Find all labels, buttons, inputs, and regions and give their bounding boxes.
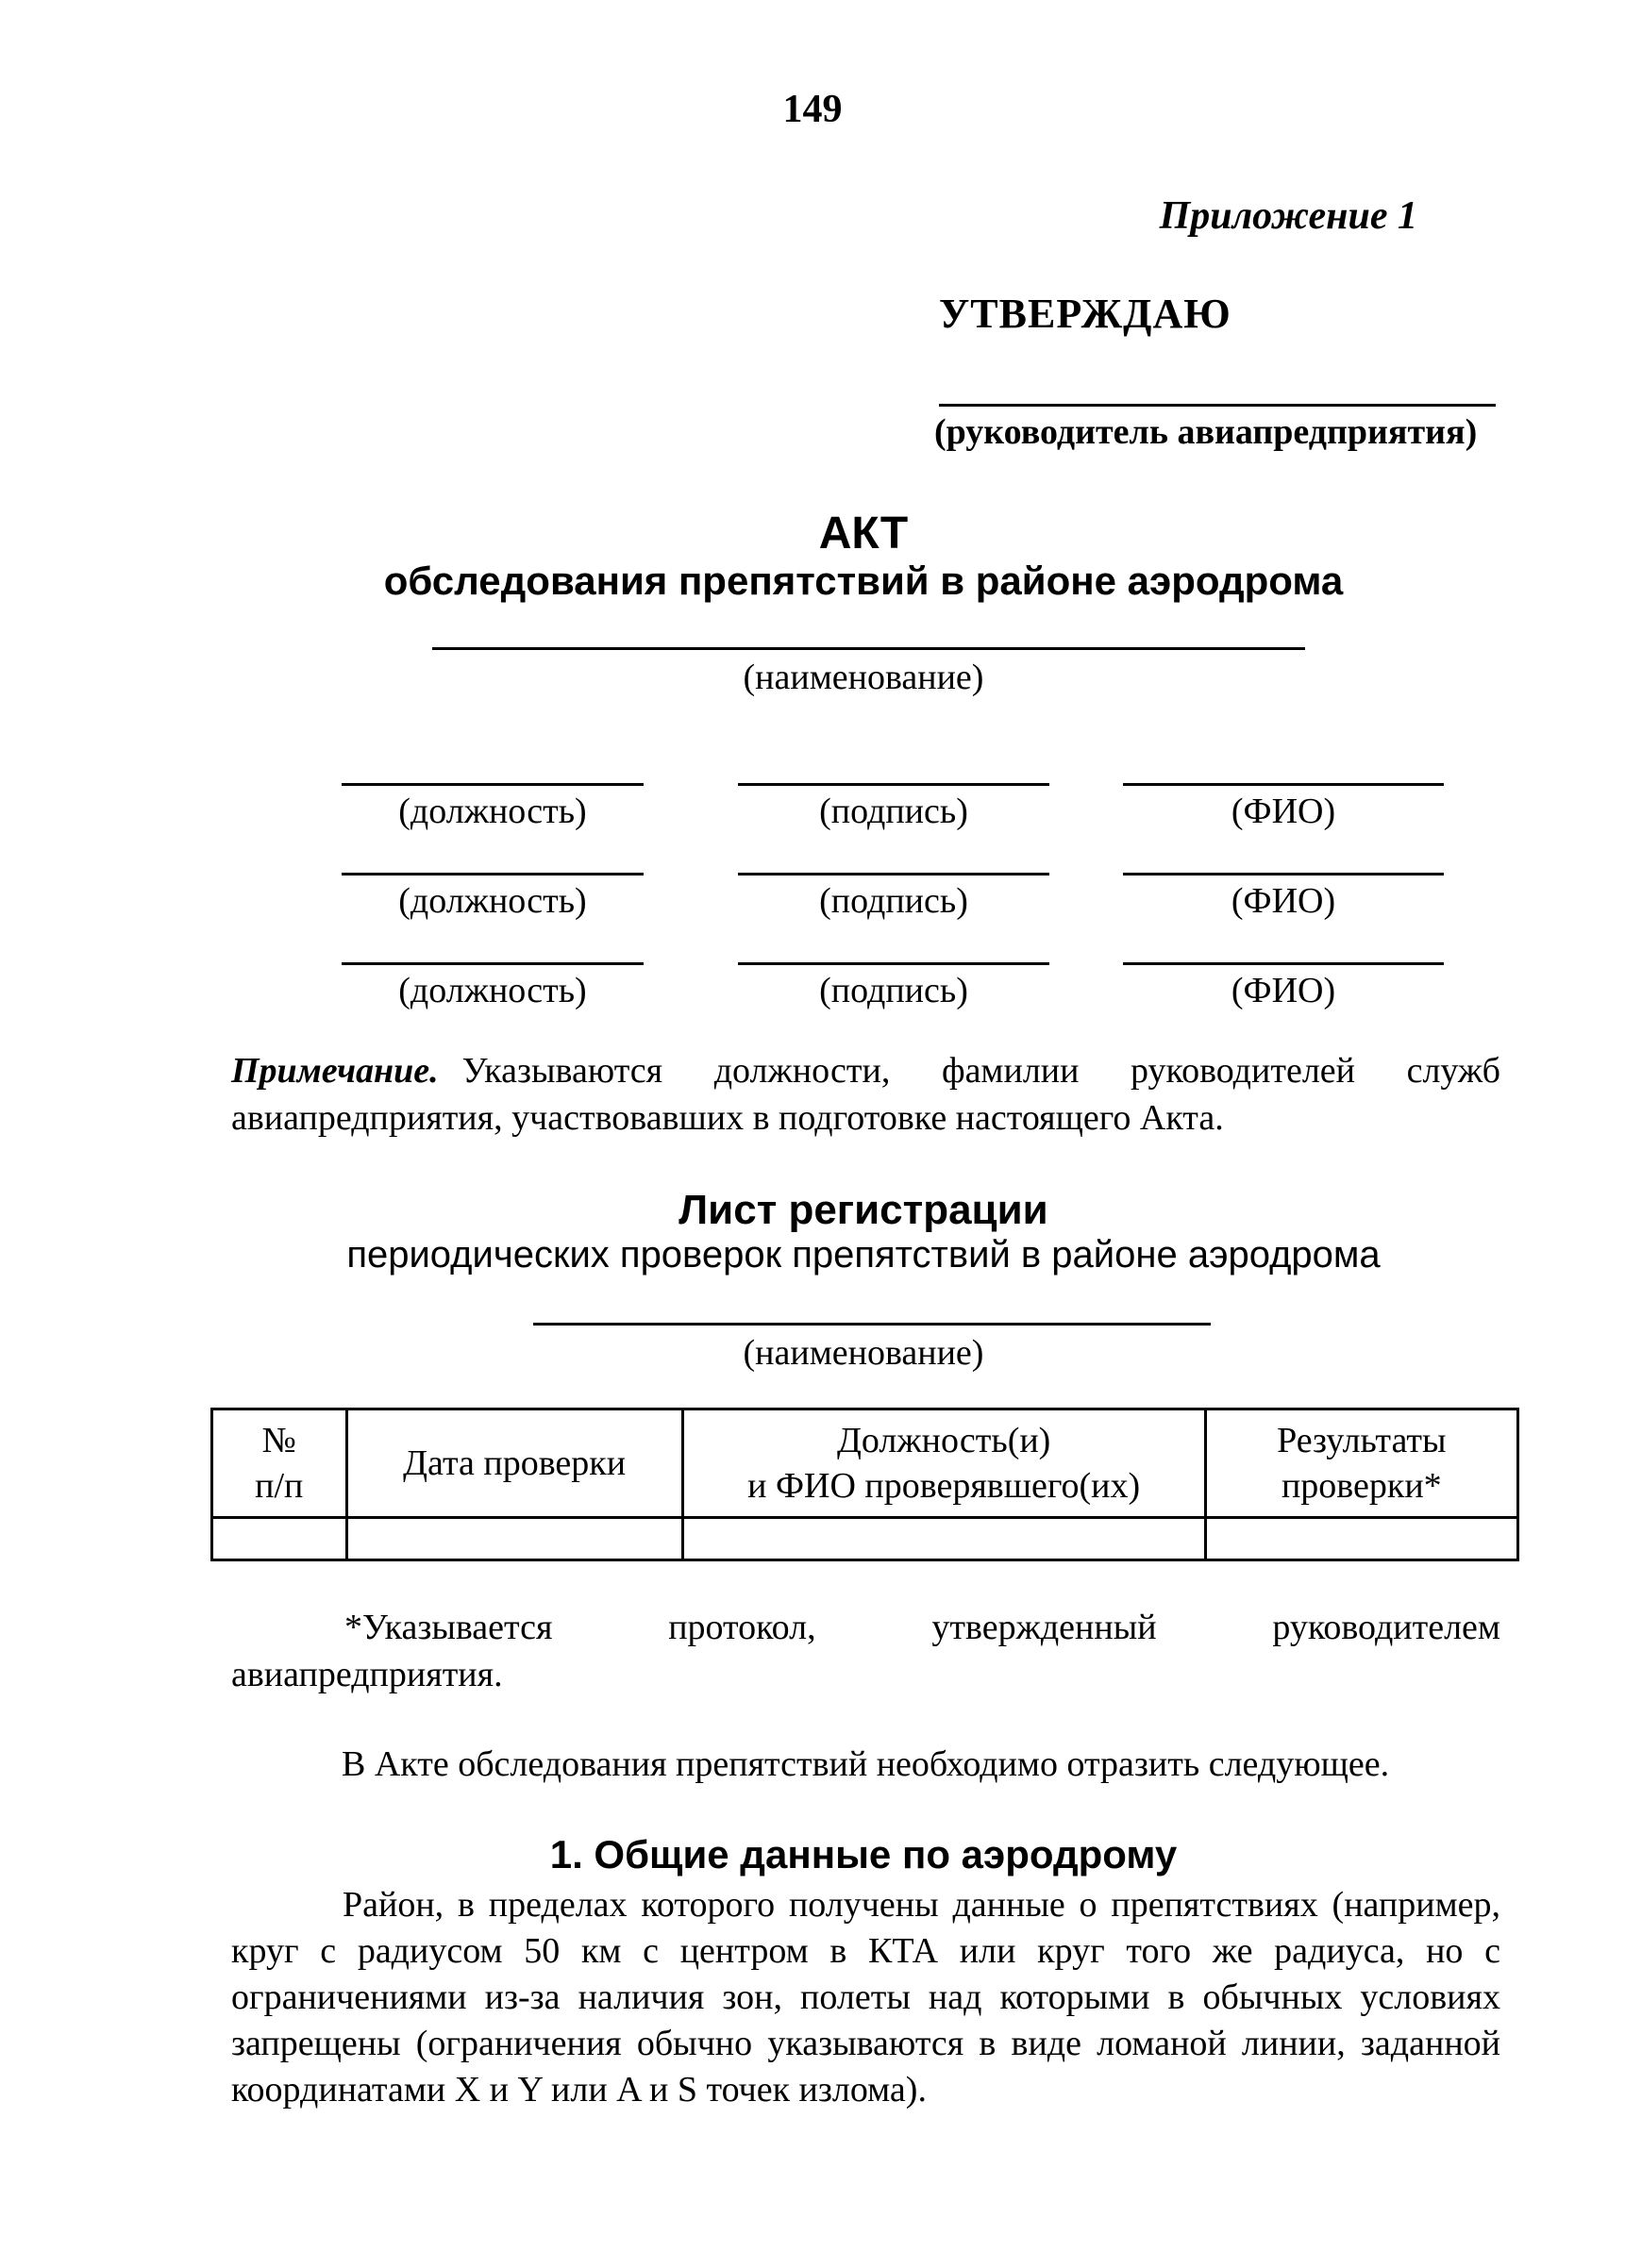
name-line: [1123, 783, 1444, 786]
footnote-line: [231, 1604, 1500, 1651]
signature-line: [738, 873, 1049, 876]
table-row: [212, 1518, 1518, 1560]
column-header-line: и ФИО проверявшего(их): [747, 1466, 1141, 1506]
name-label: (ФИО): [1231, 792, 1336, 831]
position-label: (должность): [398, 881, 587, 921]
registration-title: Лист регистрации: [678, 1187, 1048, 1233]
registration-name-label: (наименование): [743, 1333, 984, 1373]
column-header-line: п/п: [255, 1466, 304, 1506]
position-line: [342, 783, 644, 786]
instruction-text: В Акте обследования препятствий необходимо отразить следующее.: [342, 1744, 1390, 1784]
name-line: [1123, 962, 1444, 965]
position-line: [342, 962, 644, 965]
signature-line: [738, 783, 1049, 786]
column-header-line: №: [261, 1421, 296, 1460]
footnote-word: утвержденный: [931, 1608, 1157, 1647]
position-line: [342, 873, 644, 876]
registration-name-line: [533, 1323, 1211, 1326]
page-number: 149: [782, 88, 843, 131]
signature-label: (подпись): [819, 971, 968, 1010]
signature-label: (подпись): [819, 881, 968, 921]
column-header-line: Дата проверки: [403, 1443, 627, 1483]
table-cell: [212, 1518, 347, 1560]
name-line: [1123, 873, 1444, 876]
table-header-row: [212, 1409, 1518, 1518]
approve-heading: УТВЕРЖДАЮ: [939, 291, 1231, 337]
table-cell: [682, 1518, 1205, 1560]
note-text: Указываются должности, фамилии руководителей служб авиапредприятия, участвовавших в подготовке настоящего Акта.: [231, 1051, 1500, 1138]
column-header-date: [346, 1409, 682, 1518]
column-header-line: Результаты: [1277, 1421, 1447, 1460]
registration-table: [210, 1408, 1519, 1561]
approver-signature-line: [939, 404, 1496, 407]
name-label: (ФИО): [1231, 881, 1336, 921]
note-label: Примечание.: [231, 1051, 439, 1091]
section-heading: 1. Общие данные по аэродрому: [549, 1832, 1178, 1876]
appendix-label: Приложение 1: [1159, 194, 1417, 238]
act-name-line: [432, 647, 1305, 650]
footnote-word: руководителем: [1272, 1608, 1500, 1647]
position-label: (должность): [398, 971, 587, 1010]
signature-label: (подпись): [819, 792, 968, 831]
note-paragraph: [231, 1047, 1500, 1142]
column-header-inspector: [682, 1409, 1205, 1518]
act-name-label: (наименование): [743, 658, 984, 697]
column-header-line: проверки*: [1281, 1466, 1442, 1506]
column-header-number: [212, 1409, 347, 1518]
footnote-word: *Указывается: [344, 1608, 553, 1647]
signature-line: [738, 962, 1049, 965]
name-label: (ФИО): [1231, 971, 1336, 1010]
section-paragraph: Район, в пределах которого получены данные о препятствиях (например, круг с радиусом 50 км с центром в КТА или круг того же радиуса, но с ограничениями из-за наличия зон, полеты над которыми в обычных условиях запрещены (ограничения обычно указываются в виде ломаной линии, заданной координатами X и Y или A и S точек излома).: [231, 1885, 1500, 2110]
column-header-line: Должность(и): [836, 1421, 1051, 1460]
approver-label: (руководитель авиапредприятия): [934, 412, 1478, 452]
footnote-word: протокол,: [668, 1608, 816, 1647]
position-label: (должность): [398, 792, 587, 831]
footnote-line: авиапредприятия.: [231, 1655, 503, 1694]
table-cell: [346, 1518, 682, 1560]
registration-subtitle: периодических проверок препятствий в районе аэродрома: [346, 1234, 1381, 1276]
column-header-results: [1205, 1409, 1517, 1518]
table-cell: [1205, 1518, 1517, 1560]
act-title: АКТ: [818, 509, 909, 559]
footnote: [231, 1604, 1500, 1698]
act-subtitle: обследования препятствий в районе аэродрома: [383, 559, 1344, 603]
